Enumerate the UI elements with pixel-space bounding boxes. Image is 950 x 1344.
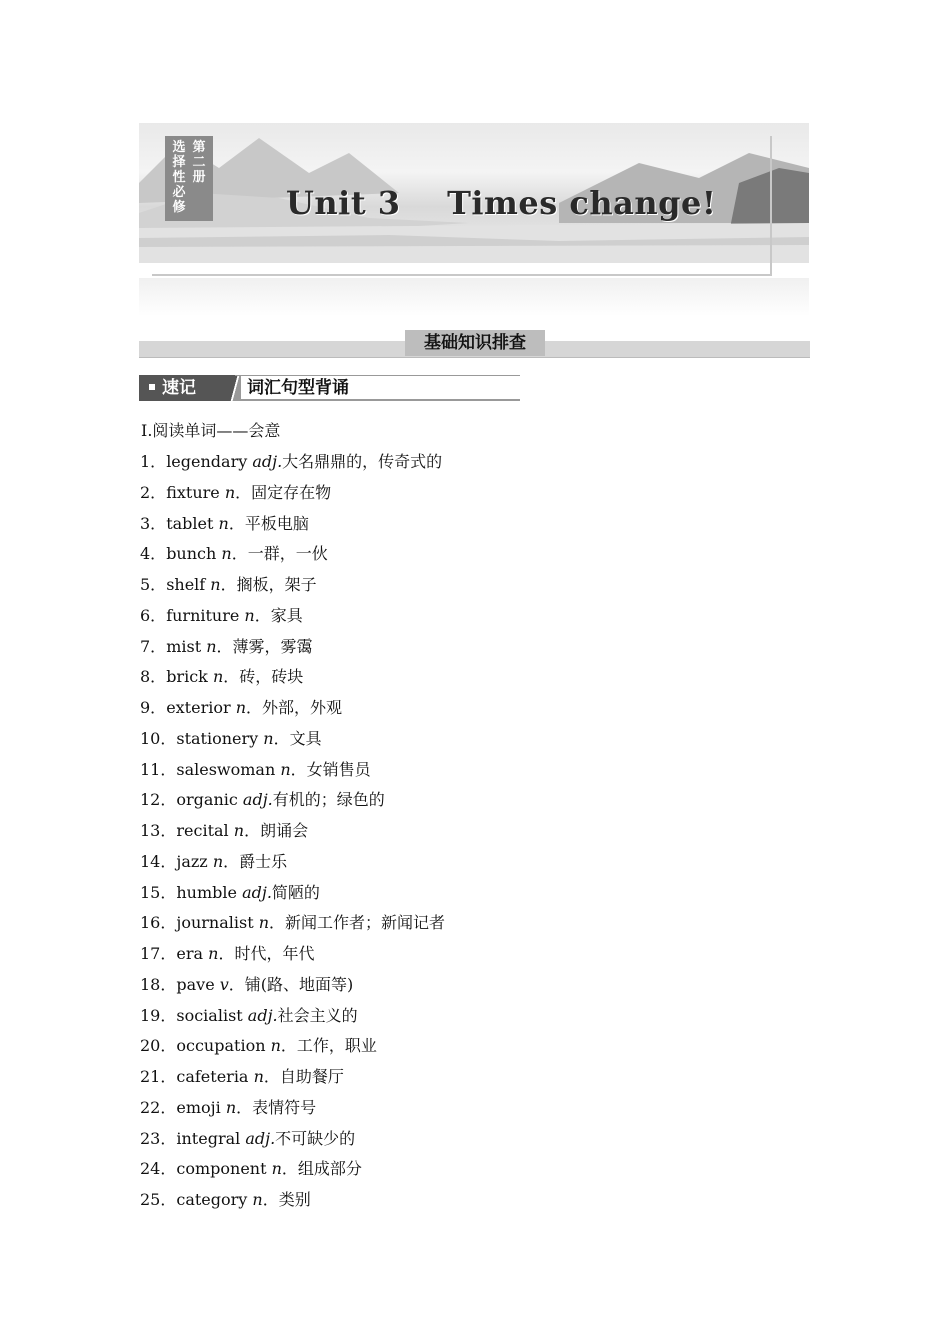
vocab-pos: n: [212, 851, 224, 871]
volume-label-book: 第二册: [192, 140, 206, 185]
vocab-pos: adj.: [242, 882, 272, 902]
vocab-word: integral: [176, 1128, 246, 1148]
list-item: [140, 450, 445, 481]
vocab-word: saleswoman: [176, 759, 281, 779]
vocab-pos: n: [221, 544, 232, 564]
vocab-meaning: ．薄雾，雾霭: [216, 636, 313, 656]
list-item: [140, 911, 445, 942]
list-item: [140, 881, 445, 912]
vocab-word: furniture: [166, 605, 245, 625]
vocab-word: humble: [176, 882, 243, 902]
list-item: [140, 573, 445, 604]
vocab-word: exterior: [166, 698, 236, 717]
list-item: [140, 635, 445, 666]
vocab-number: 4．: [140, 544, 167, 564]
vocab-word: tablet: [166, 513, 219, 533]
vocab-word: journalist: [176, 913, 259, 933]
square-bullet-icon: [149, 384, 155, 390]
vocab-meaning: ．铺(路、地面等): [228, 974, 354, 994]
vocab-number: 17．: [140, 944, 177, 963]
list-item: [140, 1157, 445, 1188]
vocab-word: component: [176, 1159, 272, 1179]
list-item: [140, 819, 445, 850]
vocab-number: 9．: [140, 698, 167, 717]
vocab-pos: n: [270, 1036, 281, 1056]
vocab-word: era: [176, 944, 209, 963]
vocab-meaning: ．新闻工作者；新闻记者: [269, 913, 446, 933]
list-item: [140, 665, 445, 696]
vocab-number: 15．: [140, 882, 177, 902]
vocab-word: shelf: [166, 575, 211, 594]
list-item: [140, 758, 445, 789]
vocab-meaning: ．自助餐厅: [263, 1067, 344, 1086]
vocab-pos: n: [258, 913, 270, 933]
vocab-meaning: ．搁板，架子: [220, 575, 317, 594]
vocab-pos: v: [219, 974, 229, 994]
vocab-word: fixture: [166, 482, 225, 502]
section-title: 基础知识排查: [405, 330, 545, 356]
vocab-pos: n: [253, 1067, 264, 1086]
vocab-pos: adj.: [242, 790, 273, 810]
vocab-pos: n: [263, 728, 274, 748]
list-item: [140, 942, 445, 973]
banner-shadow: [139, 278, 809, 316]
vocab-word: legendary: [166, 452, 253, 471]
volume-tag: [165, 136, 213, 221]
vocab-number: 19．: [140, 1005, 177, 1025]
vocab-word: cafeteria: [176, 1067, 254, 1086]
vocab-pos: n: [212, 667, 224, 687]
list-item: [140, 727, 445, 758]
list-item: [140, 850, 445, 881]
vocab-word: organic: [176, 790, 243, 810]
vocab-pos: n: [218, 513, 229, 533]
vocab-pos: adj.: [247, 1005, 278, 1025]
vocab-meaning: ．类别: [262, 1190, 311, 1209]
vocab-word: pave: [176, 974, 220, 994]
list-item: [140, 1004, 445, 1035]
vocab-meaning: ．家具: [254, 605, 303, 625]
vocab-word: stationery: [176, 728, 264, 748]
vocab-meaning: 社会主义的: [277, 1005, 358, 1025]
vocab-word: category: [176, 1190, 253, 1209]
vocab-pos: n: [271, 1159, 282, 1179]
vocab-word: jazz: [176, 851, 213, 871]
part-heading: Ⅰ.阅读单词——会意: [141, 421, 281, 440]
list-item: [140, 542, 445, 573]
vocab-word: mist: [166, 636, 207, 656]
list-item: [140, 973, 445, 1004]
vocab-meaning: ．一群，一伙: [231, 544, 328, 564]
vocab-pos: n: [252, 1190, 263, 1209]
vocab-number: 8．: [140, 667, 167, 687]
vocab-number: 2．: [140, 482, 167, 502]
vocab-word: emoji: [176, 1097, 226, 1117]
subsection-tag-label: 速记: [162, 378, 196, 398]
vocab-pos: adj.: [245, 1128, 276, 1148]
list-item: [140, 604, 445, 635]
vocab-meaning: ．爵士乐: [223, 851, 288, 871]
vocab-number: 12．: [140, 790, 177, 810]
vocab-meaning: 不可缺少的: [275, 1128, 356, 1148]
vocab-pos: n: [208, 944, 219, 963]
subsection-title: 词汇句型背诵: [235, 375, 520, 401]
vocab-number: 5．: [140, 575, 167, 594]
list-item: [140, 1096, 445, 1127]
vocab-word: occupation: [176, 1036, 271, 1056]
vocab-meaning: ．文具: [273, 728, 322, 748]
vocab-word: bunch: [166, 544, 222, 564]
vocab-number: 3．: [140, 513, 167, 533]
subsection-header: [139, 375, 520, 403]
vocab-number: 1．: [140, 452, 167, 471]
vocab-number: 18．: [140, 974, 177, 994]
vocab-number: 23．: [140, 1128, 177, 1148]
vocab-list: [140, 450, 445, 1219]
vocab-pos: n: [235, 698, 247, 717]
vocab-number: 22．: [140, 1097, 177, 1117]
vocab-number: 10．: [140, 728, 177, 748]
vocab-meaning: ．工作，职业: [280, 1036, 377, 1056]
vocab-pos: n: [233, 821, 245, 840]
vocab-meaning: ．平板电脑: [228, 513, 309, 533]
list-item: [140, 1034, 445, 1065]
vocab-pos: n: [244, 605, 255, 625]
vocab-number: 11．: [140, 759, 177, 779]
vocab-number: 21．: [140, 1067, 177, 1086]
vocab-number: 25．: [140, 1190, 177, 1209]
vocab-meaning: 大名鼎鼎的，传奇式的: [282, 452, 443, 471]
vocab-pos: n: [225, 1097, 237, 1117]
vocab-meaning: ．砖，砖块: [223, 667, 304, 687]
vocab-pos: n: [224, 482, 236, 502]
vocab-meaning: ．外部，外观: [246, 698, 343, 717]
list-item: [140, 696, 445, 727]
vocab-pos: n: [280, 759, 291, 779]
vocab-meaning: ．固定存在物: [235, 482, 332, 502]
list-item: [140, 1127, 445, 1158]
subsection-tag: [139, 375, 233, 401]
list-item: [140, 481, 445, 512]
vocab-meaning: ．朗诵会: [244, 821, 309, 840]
vocab-meaning: ．组成部分: [281, 1159, 362, 1179]
vocab-meaning: ．时代，年代: [218, 944, 315, 963]
vocab-word: socialist: [176, 1005, 248, 1025]
vocab-meaning: ．女销售员: [290, 759, 371, 779]
vocab-number: 6．: [140, 605, 167, 625]
list-item: [140, 1188, 445, 1219]
list-item: [140, 788, 445, 819]
vocab-pos: n: [210, 575, 221, 594]
list-item: [140, 512, 445, 543]
vocab-meaning: ．表情符号: [236, 1097, 317, 1117]
vocab-number: 20．: [140, 1036, 177, 1056]
vocab-meaning: 简陋的: [271, 882, 320, 902]
vocab-pos: n: [206, 636, 217, 656]
vocab-number: 7．: [140, 636, 167, 656]
volume-label-series: 选择性必修: [172, 140, 186, 215]
vocab-word: brick: [166, 667, 213, 687]
vocab-pos: adj.: [252, 452, 283, 471]
vocab-word: recital: [176, 821, 234, 840]
vocab-number: 14．: [140, 851, 177, 871]
vocab-number: 24．: [140, 1159, 177, 1179]
vocab-number: 16．: [140, 913, 177, 933]
unit-title: Unit 3 Times change!: [286, 184, 717, 222]
vocab-meaning: 有机的；绿色的: [272, 790, 385, 810]
list-item: [140, 1065, 445, 1096]
vocab-number: 13．: [140, 821, 177, 840]
